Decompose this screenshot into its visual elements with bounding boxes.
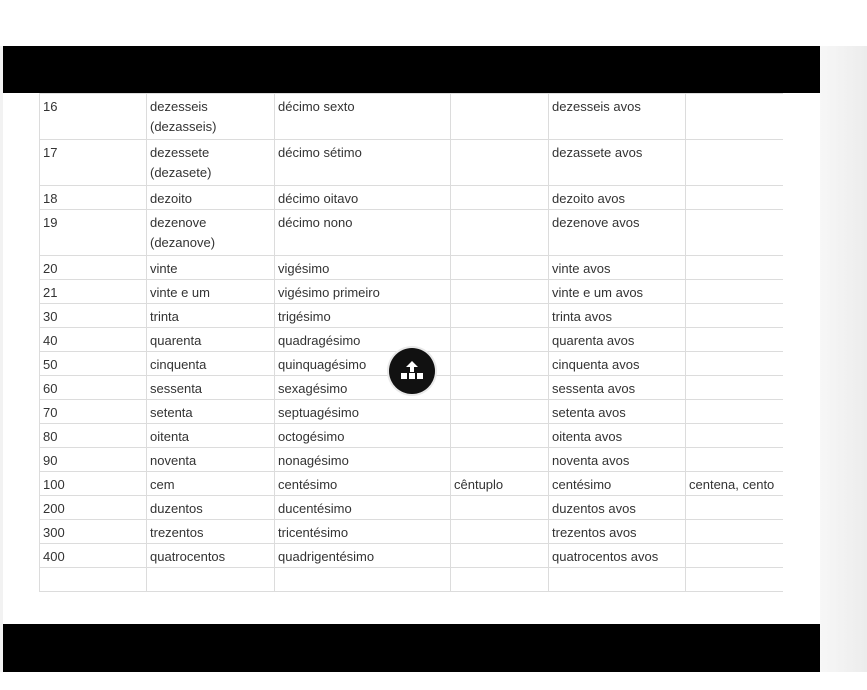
cell-fractional: sessenta avos <box>549 376 686 400</box>
table-row <box>40 140 784 186</box>
cell-multiplicative <box>451 210 549 256</box>
cell-collective <box>686 256 784 280</box>
cell-cardinal: quarenta <box>147 328 275 352</box>
cell-ordinal: nonagésimo <box>275 448 451 472</box>
cell-cardinal: dezoito <box>147 186 275 210</box>
cell-collective <box>686 376 784 400</box>
cell-ordinal: centésimo <box>275 472 451 496</box>
cell-multiplicative <box>451 256 549 280</box>
cell-fractional: oitenta avos <box>549 424 686 448</box>
cell-collective <box>686 568 784 592</box>
top-margin <box>0 0 867 46</box>
cell-multiplicative <box>451 520 549 544</box>
cell-number: 16 <box>40 94 147 140</box>
cell-ordinal: décimo nono <box>275 210 451 256</box>
cell-cardinal: oitenta <box>147 424 275 448</box>
table-row <box>40 424 784 448</box>
cell-collective <box>686 280 784 304</box>
cell-collective <box>686 400 784 424</box>
cell-collective: centena, cento <box>686 472 784 496</box>
cell-number <box>40 568 147 592</box>
cell-cardinal <box>147 568 275 592</box>
cell-ordinal <box>275 568 451 592</box>
share-button[interactable] <box>389 348 435 394</box>
cell-number: 60 <box>40 376 147 400</box>
cell-multiplicative <box>451 568 549 592</box>
cell-multiplicative <box>451 94 549 140</box>
cell-fractional: vinte e um avos <box>549 280 686 304</box>
cell-cardinal: quatrocentos <box>147 544 275 568</box>
cell-multiplicative <box>451 544 549 568</box>
cell-ordinal: vigésimo <box>275 256 451 280</box>
cell-collective <box>686 352 784 376</box>
cell-cardinal: sessenta <box>147 376 275 400</box>
cell-number: 17 <box>40 140 147 186</box>
table-row <box>40 544 784 568</box>
cell-number: 18 <box>40 186 147 210</box>
cell-ordinal: ducentésimo <box>275 496 451 520</box>
table-row <box>40 520 784 544</box>
cell-number: 30 <box>40 304 147 328</box>
cell-ordinal: quadrigentésimo <box>275 544 451 568</box>
cell-multiplicative <box>451 352 549 376</box>
cell-fractional: trinta avos <box>549 304 686 328</box>
share-upload-icon <box>398 357 426 385</box>
cell-number: 21 <box>40 280 147 304</box>
media-viewer <box>3 46 820 672</box>
table-row <box>40 568 784 592</box>
cell-fractional: centésimo <box>549 472 686 496</box>
cell-ordinal: décimo sétimo <box>275 140 451 186</box>
cell-cardinal: setenta <box>147 400 275 424</box>
cell-ordinal: quinquagésimo <box>275 352 451 376</box>
cell-number: 90 <box>40 448 147 472</box>
bottom-letterbox-bar <box>3 624 820 672</box>
cell-cardinal: duzentos <box>147 496 275 520</box>
cell-multiplicative: cêntuplo <box>451 472 549 496</box>
cell-fractional: noventa avos <box>549 448 686 472</box>
cell-multiplicative <box>451 328 549 352</box>
cell-ordinal: trigésimo <box>275 304 451 328</box>
cell-number: 50 <box>40 352 147 376</box>
cell-fractional: vinte avos <box>549 256 686 280</box>
cell-multiplicative <box>451 140 549 186</box>
cell-ordinal: octogésimo <box>275 424 451 448</box>
cell-collective <box>686 304 784 328</box>
cell-ordinal: sexagésimo <box>275 376 451 400</box>
cell-number: 400 <box>40 544 147 568</box>
cell-ordinal: décimo oitavo <box>275 186 451 210</box>
cell-multiplicative <box>451 448 549 472</box>
table-row <box>40 448 784 472</box>
cell-number: 40 <box>40 328 147 352</box>
cell-collective <box>686 94 784 140</box>
cell-collective <box>686 520 784 544</box>
cell-ordinal: septuagésimo <box>275 400 451 424</box>
cell-number: 100 <box>40 472 147 496</box>
cell-cardinal: cinquenta <box>147 352 275 376</box>
cell-fractional: dezenove avos <box>549 210 686 256</box>
cell-fractional: trezentos avos <box>549 520 686 544</box>
cell-multiplicative <box>451 304 549 328</box>
table-row <box>40 472 784 496</box>
cell-collective <box>686 496 784 520</box>
cell-cardinal: vinte <box>147 256 275 280</box>
cell-fractional: cinquenta avos <box>549 352 686 376</box>
cell-fractional: quarenta avos <box>549 328 686 352</box>
cell-collective <box>686 186 784 210</box>
cell-cardinal: dezessete (dezasete) <box>147 140 275 186</box>
cell-multiplicative <box>451 186 549 210</box>
cell-multiplicative <box>451 424 549 448</box>
cell-collective <box>686 448 784 472</box>
top-letterbox-bar <box>3 46 820 93</box>
cell-fractional: dezoito avos <box>549 186 686 210</box>
table-body <box>40 94 784 592</box>
cell-collective <box>686 140 784 186</box>
cell-fractional: quatrocentos avos <box>549 544 686 568</box>
table-row <box>40 94 784 140</box>
cell-collective <box>686 210 784 256</box>
cell-ordinal: tricentésimo <box>275 520 451 544</box>
cell-number: 80 <box>40 424 147 448</box>
cell-collective <box>686 328 784 352</box>
cell-number: 19 <box>40 210 147 256</box>
table-row <box>40 400 784 424</box>
table-row <box>40 210 784 256</box>
cell-cardinal: dezenove (dezanove) <box>147 210 275 256</box>
numbers-table <box>39 93 783 592</box>
table-row <box>40 256 784 280</box>
cell-cardinal: trezentos <box>147 520 275 544</box>
table-row <box>40 496 784 520</box>
cell-number: 300 <box>40 520 147 544</box>
table-row <box>40 186 784 210</box>
cell-multiplicative <box>451 280 549 304</box>
right-gutter <box>820 46 867 672</box>
cell-multiplicative <box>451 400 549 424</box>
cell-multiplicative <box>451 496 549 520</box>
table-row <box>40 280 784 304</box>
cell-cardinal: dezesseis (dezasseis) <box>147 94 275 140</box>
cell-collective <box>686 544 784 568</box>
cell-number: 70 <box>40 400 147 424</box>
cell-fractional: duzentos avos <box>549 496 686 520</box>
cell-cardinal: noventa <box>147 448 275 472</box>
cell-collective <box>686 424 784 448</box>
cell-fractional: setenta avos <box>549 400 686 424</box>
cell-cardinal: cem <box>147 472 275 496</box>
cell-fractional: dezesseis avos <box>549 94 686 140</box>
cell-multiplicative <box>451 376 549 400</box>
cell-ordinal: quadragésimo <box>275 328 451 352</box>
cell-number: 20 <box>40 256 147 280</box>
cell-cardinal: vinte e um <box>147 280 275 304</box>
table-row <box>40 304 784 328</box>
cell-fractional <box>549 568 686 592</box>
cell-number: 200 <box>40 496 147 520</box>
bottom-margin <box>0 672 867 690</box>
cell-fractional: dezassete avos <box>549 140 686 186</box>
cell-ordinal: vigésimo primeiro <box>275 280 451 304</box>
cell-ordinal: décimo sexto <box>275 94 451 140</box>
cell-cardinal: trinta <box>147 304 275 328</box>
